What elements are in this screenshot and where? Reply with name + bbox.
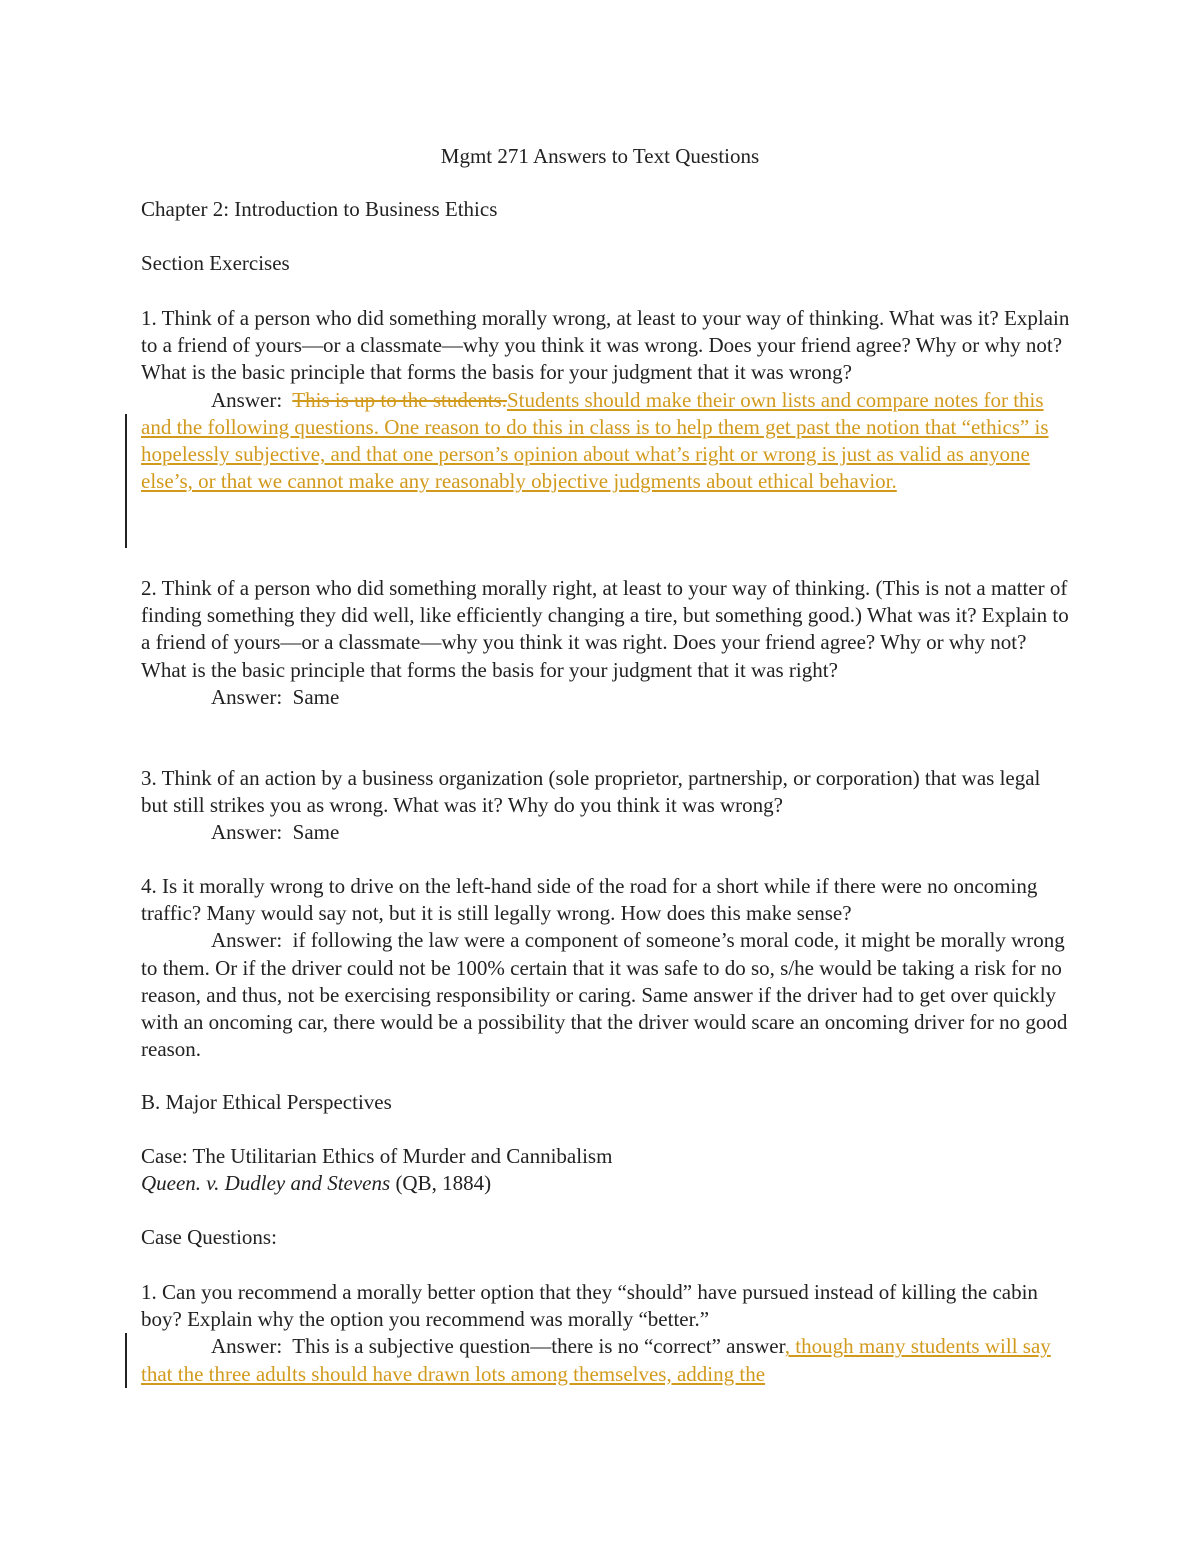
case-block	[141, 1143, 1071, 1197]
exercise-3-answer: Same	[292, 820, 340, 845]
inserted-text: , though many students will say that the three adults should have drawn lots among themselves, adding the	[141, 1334, 1051, 1386]
exercise-2-question: 2. Think of a person who did something morally right, at least to your way of thinking. (This is not a matter of finding something they did well, like efficiently changing a tire, but something good.) What was it? Explain to a friend of yours—or a classmate—why you think it was right. Does your friend agree? Why or why not? What is the basic principle that forms the basis for your judgment that it was right?	[141, 576, 1069, 682]
case-citation-detail: (QB, 1884)	[390, 1171, 492, 1196]
exercise-3	[141, 765, 1071, 847]
case-question-1-text: 1. Can you recommend a morally better option that they “should” have pursued instead of killing the cabin boy? Explain why the option you recommend was morally “better.”	[141, 1280, 1038, 1332]
change-bar	[125, 414, 127, 548]
exercise-3-question: 3. Think of an action by a business organization (sole proprietor, partnership, or corporation) that was legal but still strikes you as wrong. What was it? Why do you think it was wrong?	[141, 766, 1041, 818]
answer-label: Answer:	[211, 387, 283, 412]
inserted-text: Students should make their own lists and compare notes for this and the following questions. One reason to do this in class is to help them get past the notion that “ethics” is hopelessly subjective, and that one person’s opinion about what’s right or wrong is just as valid as anyone else’s, or that we cannot make any reasonably objective judgments about ethical behavior.	[141, 387, 1049, 494]
exercise-4-question: 4. Is it morally wrong to drive on the left-hand side of the road for a short while if there were no oncoming traffic? Many would say not, but it is still legally wrong. How does this make sense?	[141, 874, 1038, 926]
exercise-1	[141, 305, 1071, 495]
case-question-1	[141, 1279, 1071, 1388]
case-question-1-answer: This is a subjective question—there is no “correct” answer	[292, 1334, 785, 1359]
case-title: Case: The Utilitarian Ethics of Murder and Cannibalism	[141, 1144, 613, 1168]
case-citation: Queen. v. Dudley and Stevens	[141, 1171, 391, 1196]
section-b-heading: B. Major Ethical Perspectives	[141, 1090, 392, 1114]
case-questions-heading: Case Questions:	[141, 1225, 277, 1249]
document-title: Mgmt 271 Answers to Text Questions	[440, 144, 760, 168]
deleted-text: This is up to the students.	[292, 387, 507, 412]
chapter-heading: Chapter 2: Introduction to Business Ethics	[141, 197, 498, 221]
exercise-2	[141, 575, 1071, 711]
exercise-4	[141, 873, 1071, 1063]
exercise-2-answer: Same	[292, 684, 340, 709]
answer-label: Answer:	[211, 820, 283, 845]
answer-label: Answer:	[211, 1334, 283, 1359]
answer-label: Answer:	[211, 684, 283, 709]
change-bar	[125, 1333, 127, 1388]
answer-label: Answer:	[211, 928, 283, 953]
exercise-1-question: 1. Think of a person who did something morally wrong, at least to your way of thinking. What was it? Explain to a friend of yours—or a classmate—why you think it was wrong. Does your friend agree? Why or why not? What is the basic principle that forms the basis for your judgment that it was wrong?	[141, 306, 1070, 385]
section-heading: Section Exercises	[141, 251, 290, 275]
exercise-4-answer: if following the law were a component of someone’s moral code, it might be morally wrong to them. Or if the driver could not be 100% certain that it was safe to do so, s/he would be taking a risk for no reason, and thus, not be exercising responsibility or caring. Same answer if the driver had to get over quickly with an oncoming car, there would be a possibility that the driver would scare an oncoming driver for no good reason.	[141, 928, 1068, 1062]
